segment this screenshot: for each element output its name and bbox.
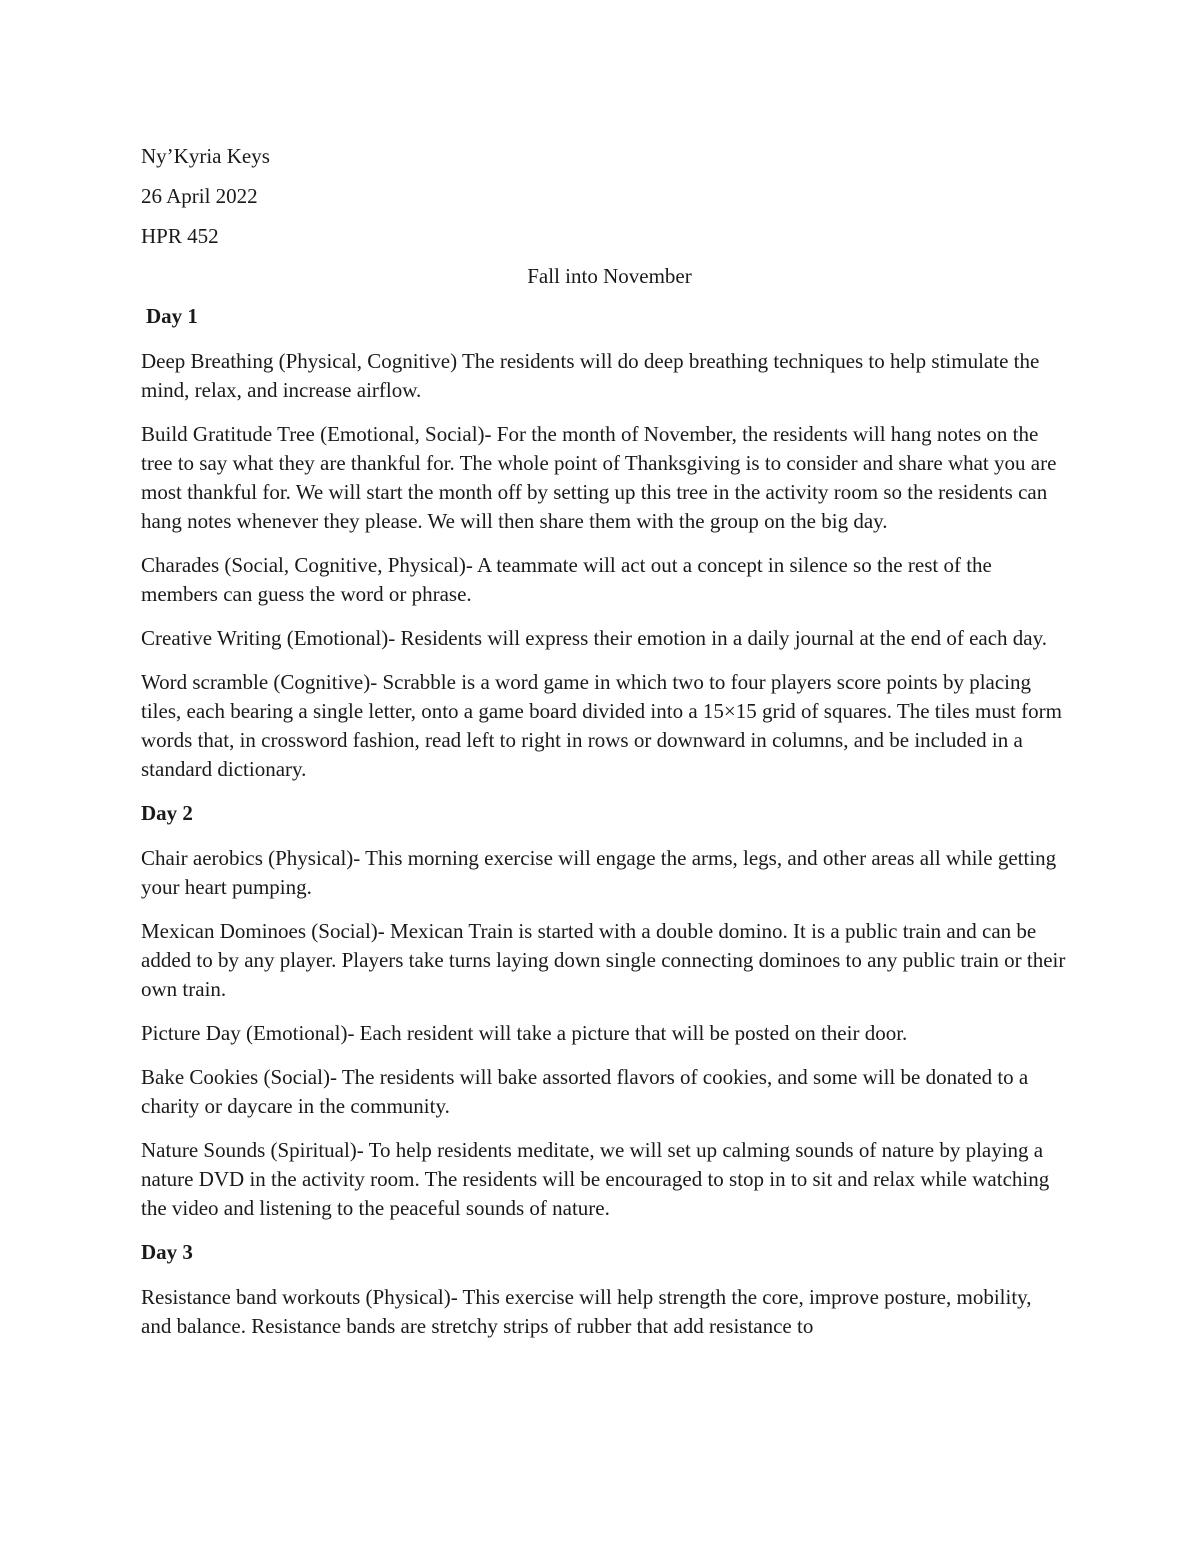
activity-paragraph: Mexican Dominoes (Social)- Mexican Train is started with a double domino. It is a public train and can be added to by any player. Players take turns laying down single connecting dominoes to any public train or their own train.	[141, 919, 1066, 1001]
activity-paragraph: Picture Day (Emotional)- Each resident will take a picture that will be posted on their door.	[141, 1021, 908, 1045]
activity-paragraph: Creative Writing (Emotional)- Residents will express their emotion in a daily journal at the end of each day.	[141, 626, 1047, 650]
document-date: 26 April 2022	[141, 184, 258, 208]
document-title: Fall into November	[527, 264, 692, 288]
day-section	[141, 302, 1066, 784]
activity-paragraph: Nature Sounds (Spiritual)- To help residents meditate, we will set up calming sounds of nature by playing a nature DVD in the activity room. The residents will be encouraged to stop in to sit and relax while watching the video and listening to the peaceful sounds of nature.	[141, 1138, 1050, 1220]
day-heading: Day 2	[141, 801, 193, 825]
activity-paragraph: Charades (Social, Cognitive, Physical)- A teammate will act out a concept in silence so the rest of the members can guess the word or phrase.	[141, 553, 992, 606]
course-code: HPR 452	[141, 224, 219, 248]
day-section	[141, 799, 1066, 1223]
activity-paragraph: Deep Breathing (Physical, Cognitive) The residents will do deep breathing techniques to help stimulate the mind, relax, and increase airflow.	[141, 349, 1040, 402]
activity-paragraph: Resistance band workouts (Physical)- This exercise will help strength the core, improve posture, mobility, and balance. Resistance bands are stretchy strips of rubber that add resistance to	[141, 1285, 1032, 1338]
activity-paragraph: Word scramble (Cognitive)- Scrabble is a word game in which two to four players score points by placing tiles, each bearing a single letter, onto a game board divided into a 15×15 grid of squares. The tiles must form words that, in crossword fashion, read left to right in rows or downward in columns, and be included in a standard dictionary.	[141, 670, 1062, 781]
day-heading: Day 3	[141, 1240, 193, 1264]
activity-paragraph: Chair aerobics (Physical)- This morning exercise will engage the arms, legs, and other areas all while getting your heart pumping.	[141, 846, 1057, 899]
day-heading: Day 1	[146, 304, 198, 328]
activity-paragraph: Build Gratitude Tree (Emotional, Social)- For the month of November, the residents will hang notes on the tree to say what they are thankful for. The whole point of Thanksgiving is to consider and share what you are most thankful for. We will start the month off by setting up this tree in the activity room so the residents can hang notes whenever they please. We will then share them with the group on the big day.	[141, 422, 1057, 533]
document-body	[141, 142, 1066, 1356]
author-name: Ny’Kyria Keys	[141, 144, 270, 168]
day-section	[141, 1238, 1066, 1341]
activity-paragraph: Bake Cookies (Social)- The residents will bake assorted flavors of cookies, and some will be donated to a charity or daycare in the community.	[141, 1065, 1029, 1118]
